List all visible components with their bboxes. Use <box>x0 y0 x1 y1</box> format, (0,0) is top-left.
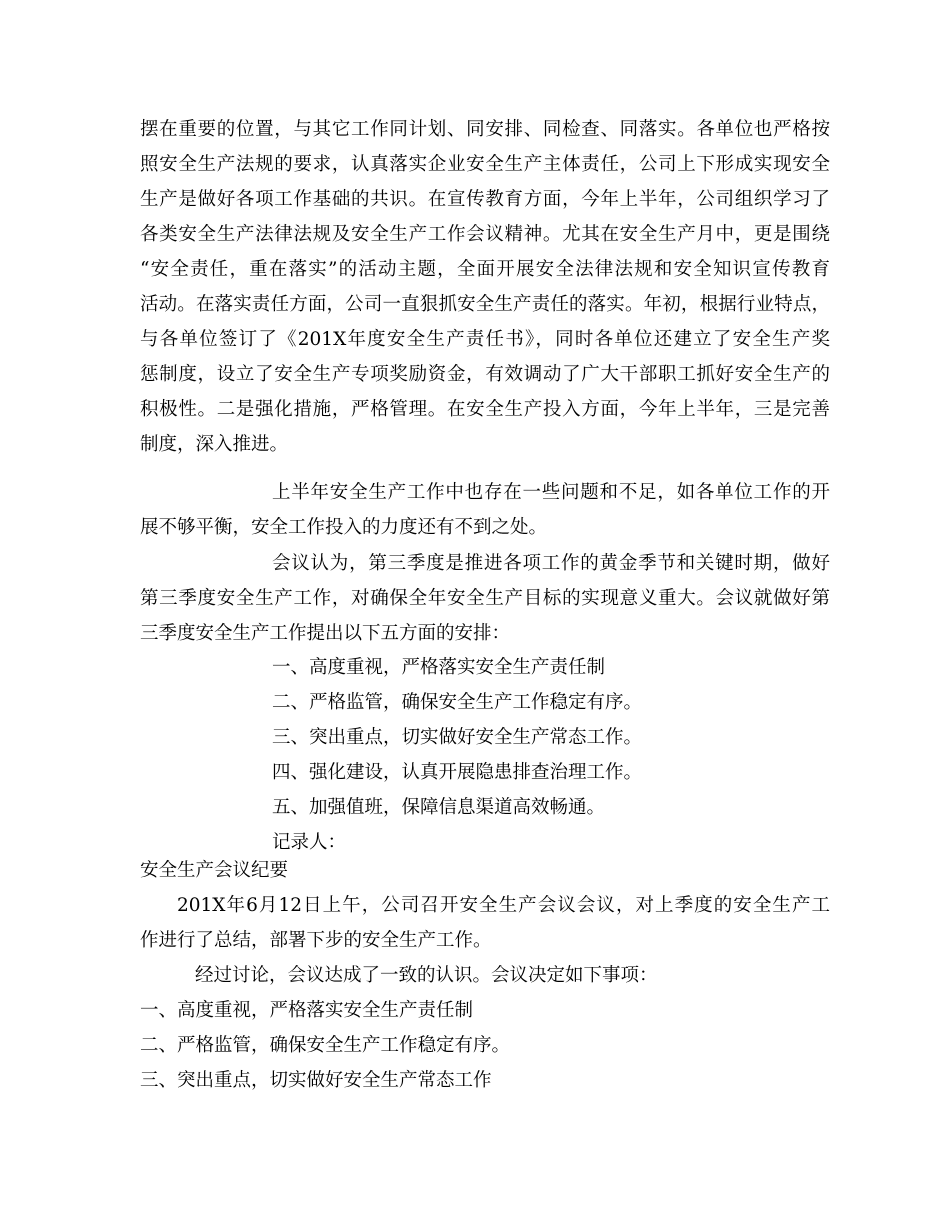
list-item: 一、高度重视，严格落实安全生产责任制 <box>140 1000 474 1021</box>
list-item: 三、突出重点，切实做好安全生产常态工作 <box>140 1070 492 1091</box>
paragraph-line: 展不够平衡，安全工作投入的力度还有不到之处。 <box>140 517 548 538</box>
minutes-title: 安全生产会议纪要 <box>140 860 289 881</box>
paragraph-line: 上半年安全生产工作中也存在一些问题和不足，如各单位工作的开 <box>272 482 830 503</box>
paragraph-line: 照安全生产法规的要求，认真落实企业安全生产主体责任，公司上下形成实现安全 <box>140 154 830 175</box>
paragraph-line: 活动。在落实责任方面，公司一直狠抓安全生产责任的落实。年初，根据行业特点， <box>140 294 830 315</box>
paragraph-line: 惩制度，设立了安全生产专项奖励资金，有效调动了广大干部职工抓好安全生产的 <box>140 364 830 385</box>
list-item: 一、高度重视，严格落实安全生产责任制 <box>272 657 606 678</box>
recorder-label: 记录人： <box>272 832 347 853</box>
paragraph-line: 积极性。二是强化措施，严格管理。在安全生产投入方面，今年上半年，三是完善 <box>140 399 830 420</box>
paragraph-line: 摆在重要的位置，与其它工作同计划、同安排、同检查、同落实。各单位也严格按 <box>140 119 830 140</box>
minutes-section <box>140 853 830 1098</box>
arrangement-list <box>140 650 830 860</box>
body-paragraph-1 <box>140 112 830 462</box>
paragraph-line: 作进行了总结，部署下步的安全生产工作。 <box>140 930 492 951</box>
paragraph-line: 与各单位签订了《201X年度安全生产责任书》，同时各单位还建立了安全生产奖 <box>140 329 830 350</box>
paragraph-line: 生产是做好各项工作基础的共识。在宣传教育方面，今年上半年，公司组织学习了 <box>140 189 830 210</box>
body-paragraph-2 <box>140 475 830 545</box>
body-paragraph-3 <box>140 546 830 651</box>
paragraph-line: 制度，深入推进。 <box>140 434 289 455</box>
paragraph-line: “安全责任，重在落实”的活动主题，全面开展安全法律法规和安全知识宣传教育 <box>140 259 830 280</box>
consensus-line: 经过讨论，会议达成了一致的认识。会议决定如下事项： <box>195 965 658 986</box>
paragraph-line: 201X年6月12日上午，公司召开安全生产会议会议，对上季度的安全生产工 <box>177 895 830 916</box>
paragraph-line: 第三季度安全生产工作，对确保全年安全生产目标的实现意义重大。会议就做好第 <box>140 588 830 609</box>
list-item: 五、加强值班，保障信息渠道高效畅通。 <box>272 797 606 818</box>
list-item: 二、严格监管，确保安全生产工作稳定有序。 <box>272 692 643 713</box>
paragraph-line: 三季度安全生产工作提出以下五方面的安排： <box>140 623 511 644</box>
list-item: 四、强化建设，认真开展隐患排查治理工作。 <box>272 762 643 783</box>
paragraph-line: 各类安全生产法律法规及安全生产工作会议精神。尤其在安全生产月中，更是围绕 <box>140 224 830 245</box>
list-item: 三、突出重点，切实做好安全生产常态工作。 <box>272 727 643 748</box>
paragraph-line: 会议认为，第三季度是推进各项工作的黄金季节和关键时期，做好 <box>272 553 830 574</box>
list-item: 二、严格监管，确保安全生产工作稳定有序。 <box>140 1035 511 1056</box>
